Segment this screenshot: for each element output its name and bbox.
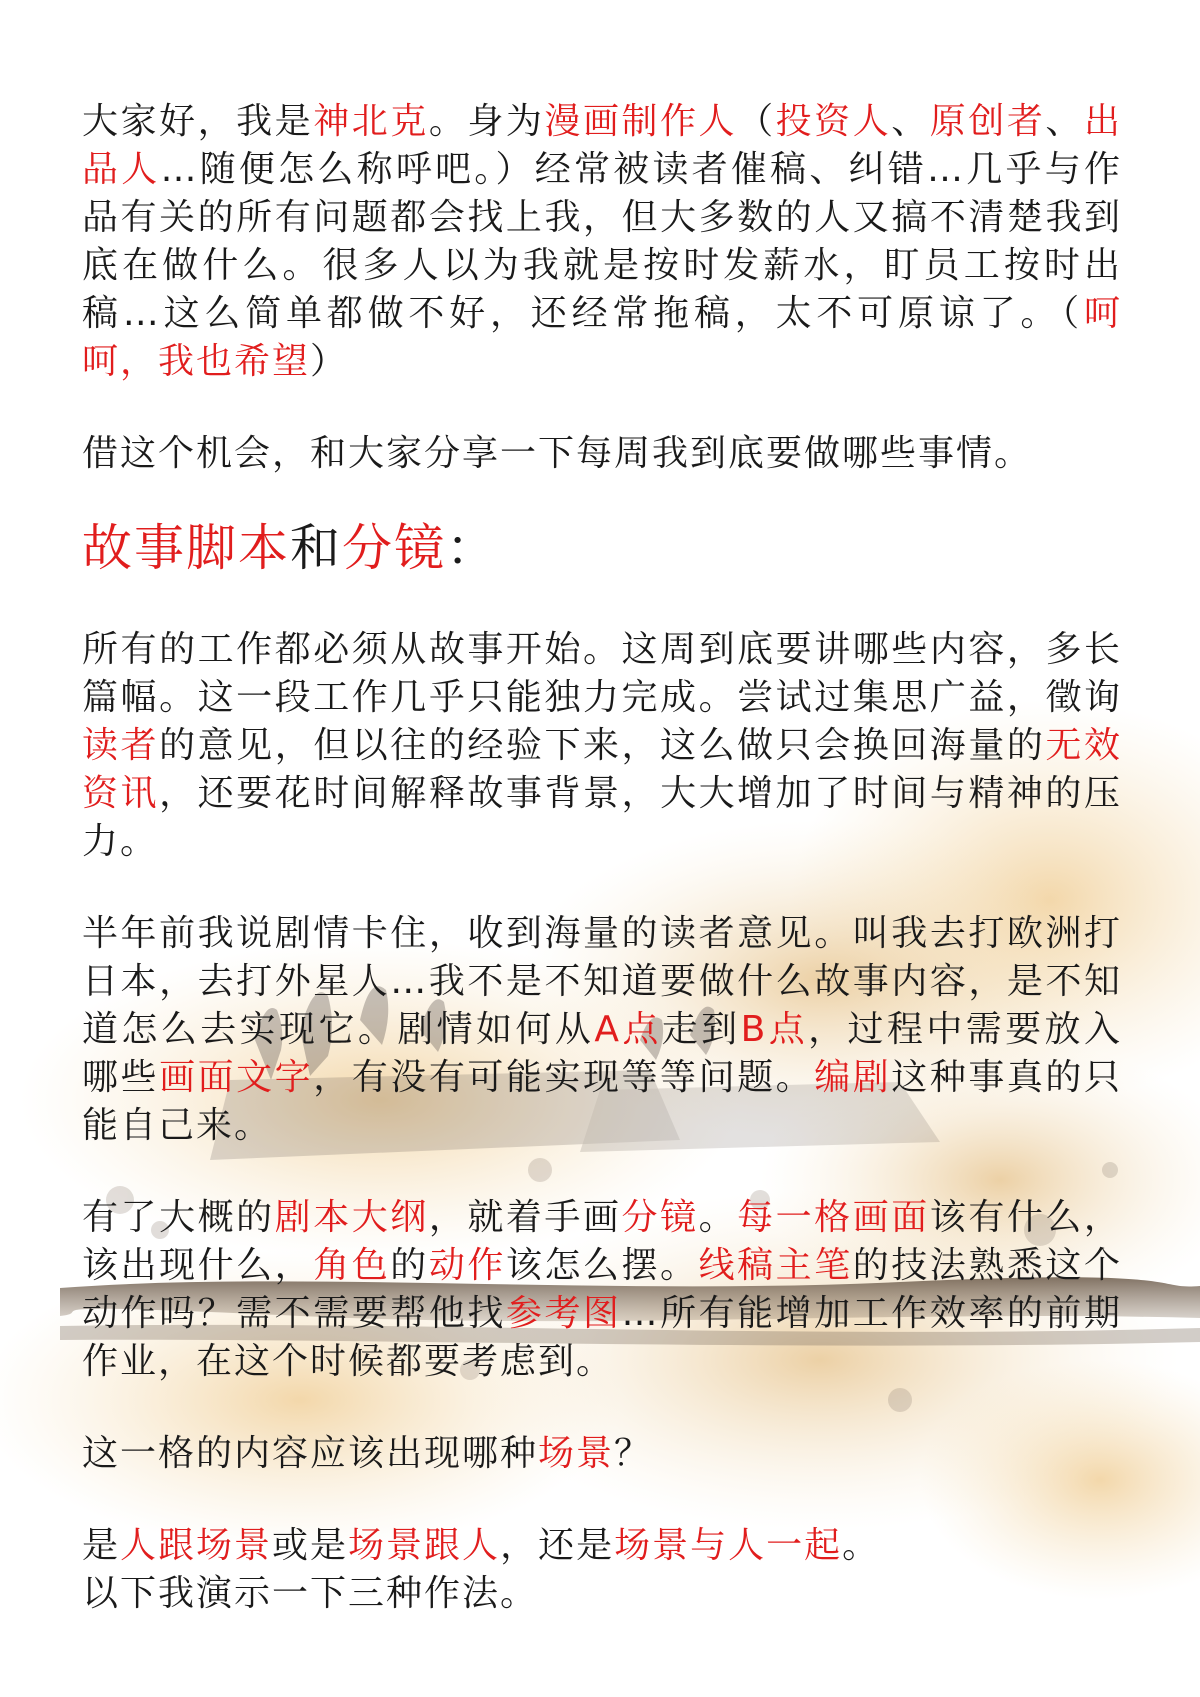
body-text: 和: [290, 519, 342, 577]
body-text: 有了大概的: [82, 1197, 275, 1238]
body-text: 这种事真的只能自己来。: [82, 1057, 1122, 1146]
highlight-text: B点: [740, 1009, 809, 1050]
highlight-text: 剧本大纲: [274, 1197, 429, 1238]
body-text: 以下我演示一下三种作法。: [82, 1573, 539, 1614]
highlight-text: 出品人: [82, 101, 1122, 190]
body-text: ，还要花时间解释故事背景，大大增加了时间与精神的压力。: [82, 773, 1122, 862]
scene-options-paragraph: [82, 1522, 1122, 1570]
highlight-text: 读者: [82, 725, 160, 766]
highlight-text: 参考图: [505, 1293, 622, 1334]
body-text: 是: [82, 1525, 121, 1566]
body-text: 借这个机会，和大家分享一下每周我到底要做哪些事情。: [82, 433, 1033, 474]
story-paragraph: [82, 626, 1122, 866]
highlight-text: 动作: [428, 1245, 506, 1286]
plot-paragraph: [82, 910, 1122, 1150]
body-text: ？: [614, 1433, 653, 1474]
body-text: 的: [390, 1245, 429, 1286]
highlight-text: 场景跟人: [348, 1525, 501, 1566]
body-text: 半年前我说剧情卡住，收到海量的读者意见。叫我去打欧洲打日本，去打外星人…我不是不知道要做什么故事内容，是不知道怎么去实现它。剧情如何从: [82, 913, 1122, 1050]
body-text: 或是: [272, 1525, 349, 1566]
body-text: ，还是: [500, 1525, 615, 1566]
body-text: 该有什么，该出现什么，: [82, 1197, 1122, 1286]
body-text: 大家好，我是: [82, 101, 314, 142]
highlight-text: 分镜: [342, 519, 446, 577]
highlight-text: 人跟场景: [120, 1525, 273, 1566]
body-text: ，有没有可能实现等等问题。: [313, 1057, 815, 1098]
highlight-text: 故事脚本: [82, 519, 290, 577]
scene-question-paragraph: [82, 1430, 1122, 1478]
highlight-text: 线稿主笔: [698, 1245, 853, 1286]
body-text: 该怎么摆。: [505, 1245, 699, 1286]
body-text: ：: [446, 519, 498, 577]
highlight-text: 分镜: [621, 1197, 699, 1238]
demo-paragraph: [82, 1570, 1122, 1618]
storyboard-paragraph: [82, 1194, 1122, 1386]
body-text: 的技法熟悉这个动作吗？需不需要帮他找: [82, 1245, 1122, 1334]
body-text: ）: [310, 341, 349, 382]
body-text: （: [737, 101, 776, 142]
body-text: 走到: [661, 1009, 741, 1050]
highlight-text: 投资人: [775, 101, 892, 142]
highlight-text: 编剧: [814, 1057, 892, 1098]
body-text: 。: [842, 1525, 881, 1566]
body-text: …随便怎么称呼吧。）经常被读者催稿、纠错…几乎与作品有关的所有问题都会找上我，但大多数的人又搞不清楚我到底在做什么。很多人以为我就是按时发薪水，盯员工按时出稿…这么简单都做不好，还经常拖稿，太不可原谅了。（: [82, 149, 1122, 334]
highlight-text: 呵呵，我也希望: [82, 293, 1122, 382]
body-text: 的意见，但以往的经验下来，这么做只会换回海量的: [159, 725, 1046, 766]
body-text: ，就着手画: [428, 1197, 622, 1238]
highlight-text: 漫画制作人: [544, 101, 738, 142]
highlight-text: A点: [594, 1009, 662, 1050]
section-heading: [82, 518, 1122, 578]
body-text: 。身为: [428, 101, 545, 142]
body-text: ，过程中需要放入哪些: [82, 1009, 1122, 1098]
body-text: 、: [1045, 101, 1084, 142]
highlight-text: 场景与人一起: [614, 1525, 843, 1566]
highlight-text: 无效资讯: [82, 725, 1122, 814]
body-text: 这一格的内容应该出现哪种: [82, 1433, 539, 1474]
highlight-text: 画面文字: [159, 1057, 314, 1098]
highlight-text: 原创者: [929, 101, 1046, 142]
body-text: …所有能增加工作效率的前期作业，在这个时候都要考虑到。: [82, 1293, 1122, 1382]
article-body: [82, 98, 1122, 1618]
highlight-text: 神北克: [313, 101, 429, 142]
body-text: 。: [698, 1197, 738, 1238]
highlight-text: 场景: [538, 1433, 615, 1474]
body-text: 、: [891, 101, 930, 142]
highlight-text: 角色: [313, 1245, 391, 1286]
share-paragraph: [82, 430, 1122, 478]
intro-paragraph: [82, 98, 1122, 386]
body-text: 所有的工作都必须从故事开始。这周到底要讲哪些内容，多长篇幅。这一段工作几乎只能独力完成。尝试过集思广益，徵询: [82, 629, 1122, 718]
highlight-text: 每一格画面: [737, 1197, 930, 1238]
